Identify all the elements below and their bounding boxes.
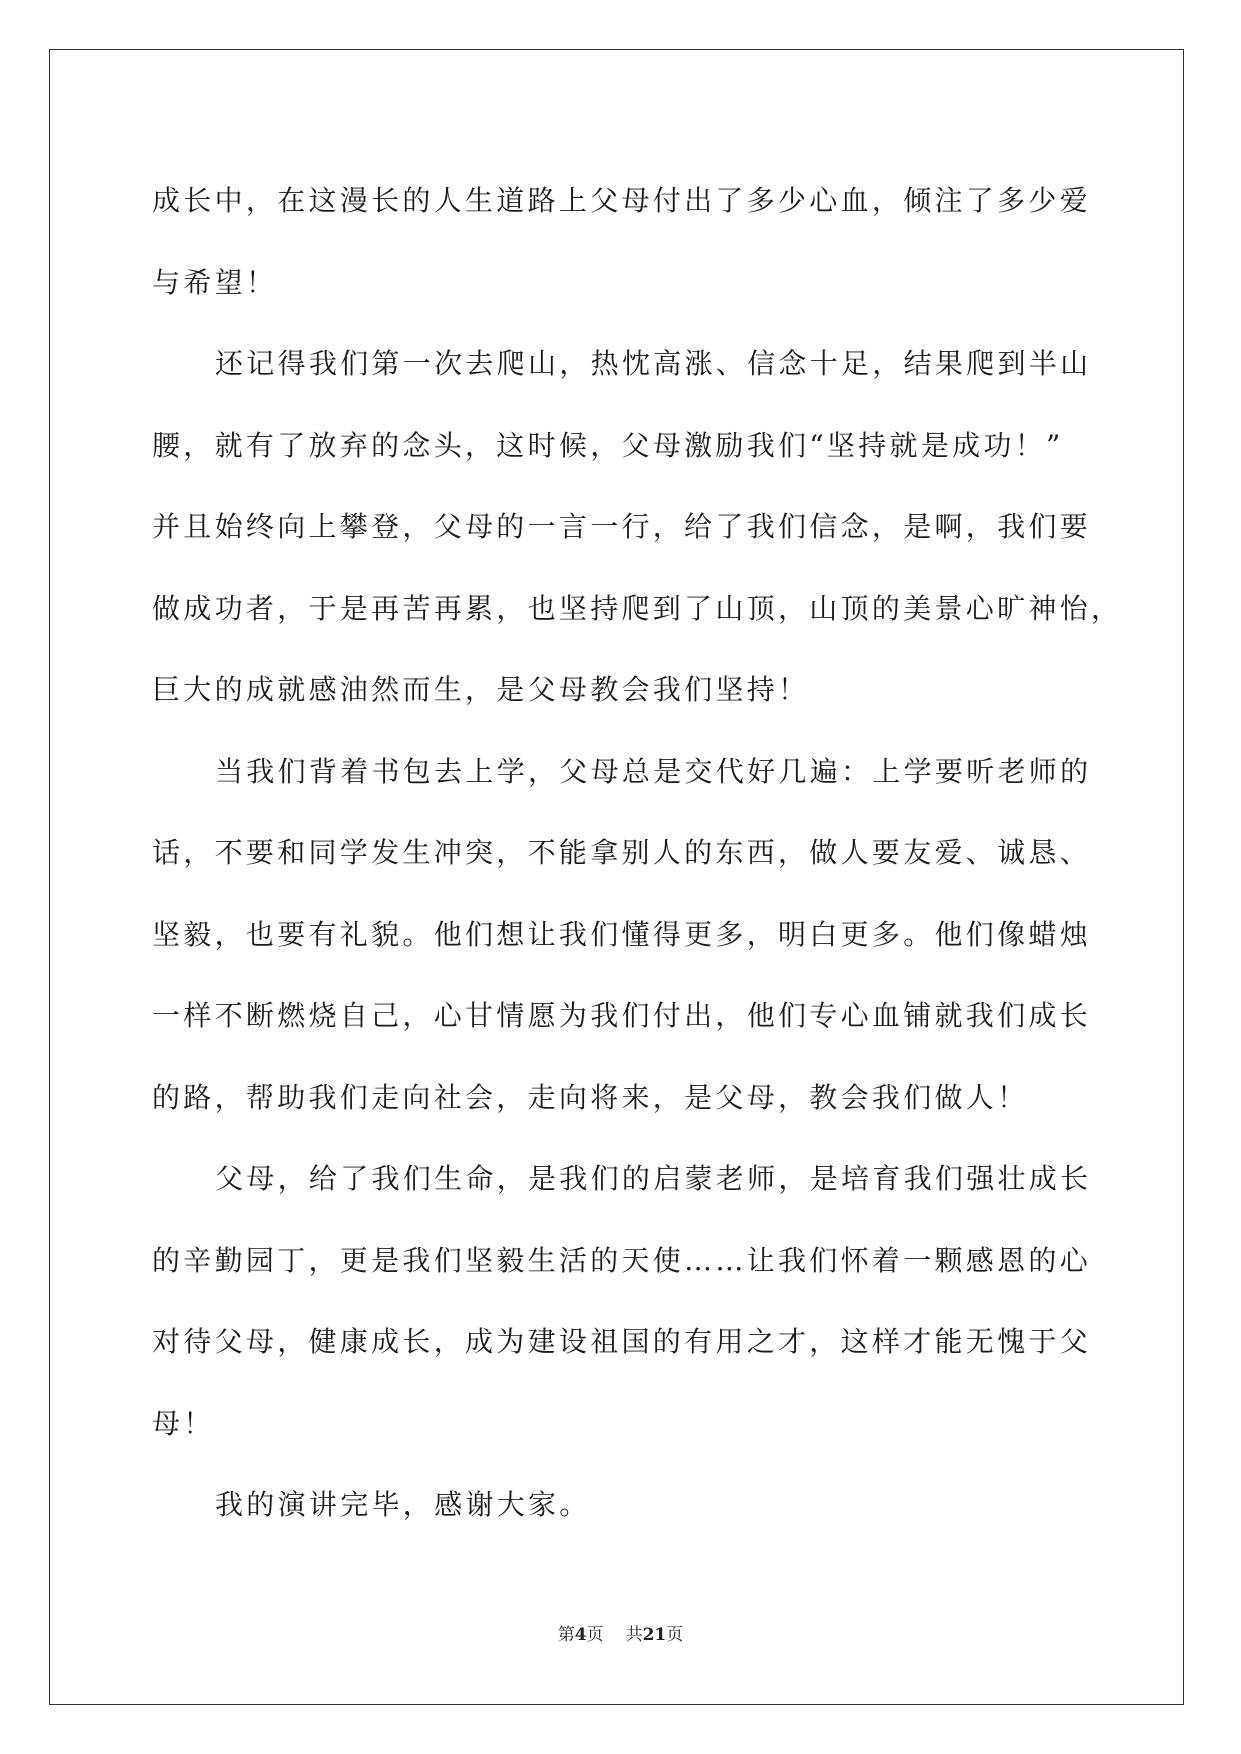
text-line: 母！ [152,1406,215,1440]
page-footer [0,1620,1241,1645]
page-prefix: 第 [557,1625,575,1645]
total-suffix: 页 [666,1625,684,1645]
text-line: 话，不要和同学发生冲突，不能拿别人的东西，做人要友爱、诚恳、 [152,836,1092,869]
paragraph-start-line: 我的演讲完毕，感谢大家。 [215,1488,591,1521]
document-body [152,160,1123,1546]
total-prefix: 共 [625,1625,643,1645]
text-line: 的路，帮助我们走向社会，走向将来，是父母，教会我们做人！ [152,1080,1029,1114]
paragraph-start-line: 父母，给了我们生命，是我们的启蒙老师，是培育我们强壮成长 [215,1162,1092,1195]
page-suffix: 页 [586,1625,604,1645]
text-line: 一样不断燃烧自己，心甘情愿为我们付出，他们专心血铺就我们成长 [152,999,1092,1032]
text-line: 做成功者，于是再苦再累，也坚持爬到了山顶，山顶的美景心旷神怡， [152,591,1123,625]
text-line: 并且始终向上攀登，父母的一言一行，给了我们信念，是啊，我们要 [152,510,1092,543]
total-pages: 21 [642,1625,667,1645]
page-number: 4 [574,1625,587,1645]
text-line: 坚毅，也要有礼貌。他们想让我们懂得更多，明白更多。他们像蜡烛 [152,917,1092,951]
text-line: 与希望！ [152,265,278,299]
paragraph-start-line: 还记得我们第一次去爬山，热忱高涨、信念十足，结果爬到半山 [215,347,1092,380]
text-line: 巨大的成就感油然而生，是父母教会我们坚持！ [152,673,810,706]
text-line: 成长中，在这漫长的人生道路上父母付出了多少心血，倾注了多少爱 [152,184,1092,217]
text-line: 的辛勤园丁，更是我们坚毅生活的天使……让我们怀着一颗感恩的心 [152,1243,1092,1277]
text-line: 腰，就有了放弃的念头，这时候，父母激励我们“坚持就是成功！” [152,428,1064,462]
text-line: 对待父母，健康成长，成为建设祖国的有用之才，这样才能无愧于父 [152,1325,1092,1358]
paragraph-start-line: 当我们背着书包去上学，父母总是交代好几遍：上学要听老师的 [215,754,1092,788]
